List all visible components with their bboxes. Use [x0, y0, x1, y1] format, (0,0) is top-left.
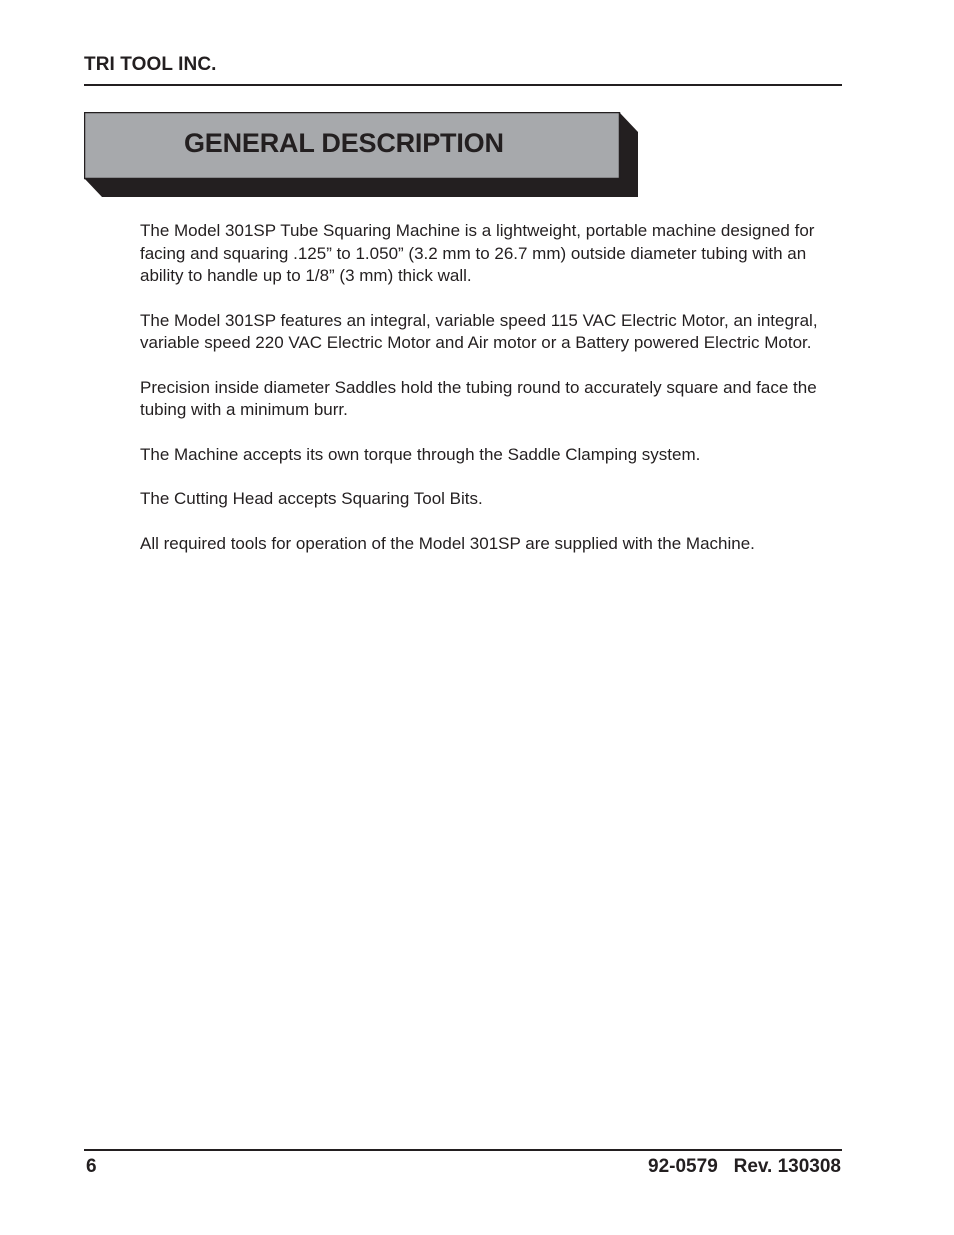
- paragraph: The Cutting Head accepts Squaring Tool Bits.: [140, 489, 483, 508]
- document-reference: 92-0579 Rev. 130308: [648, 1156, 841, 1177]
- paragraph: The Model 301SP Tube Squaring Machine is a lightweight, portable machine designed for facing and squaring .125” to 1.050” (3.2 mm to 26.7 mm) outside diameter tubing with an ability to handle up to 1/8” (3 mm) thick wall.: [140, 221, 815, 285]
- section-banner: [84, 112, 638, 197]
- paragraph: The Machine accepts its own torque through the Saddle Clamping system.: [140, 444, 701, 464]
- paragraph: All required tools for operation of the Model 301SP are supplied with the Machine.: [140, 533, 755, 553]
- header-divider: [84, 84, 842, 86]
- footer-divider: [84, 1149, 842, 1151]
- company-name: TRI TOOL INC.: [84, 54, 217, 75]
- page-number: 6: [86, 1156, 97, 1177]
- section-title: GENERAL DESCRIPTION: [184, 128, 504, 158]
- paragraph: The Model 301SP features an integral, variable speed 115 VAC Electric Motor, an integral, variable speed 220 VAC Electric Motor and Air motor or a Battery powered Electric Motor.: [140, 310, 818, 352]
- paragraph: Precision inside diameter Saddles hold the tubing round to accurately square and face the tubing with a minimum burr.: [140, 377, 817, 419]
- body-text: [140, 220, 840, 577]
